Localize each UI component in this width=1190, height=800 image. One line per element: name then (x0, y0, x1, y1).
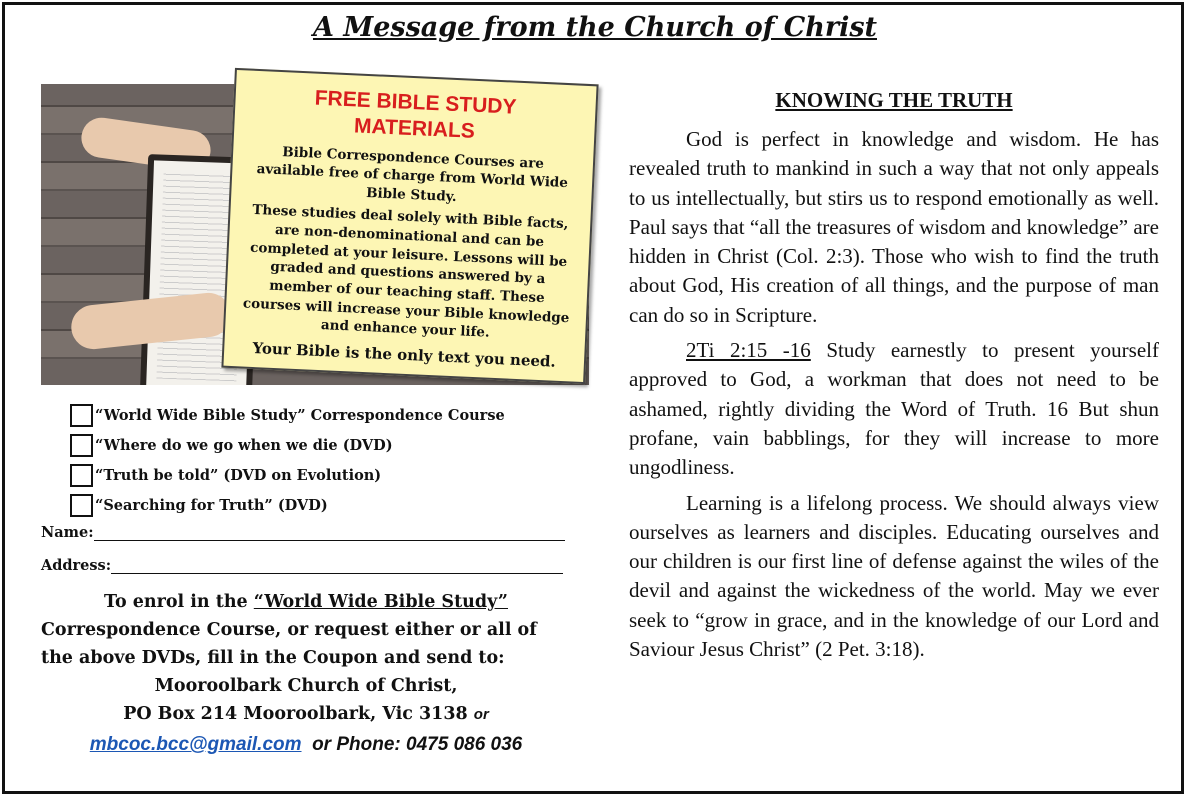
name-input-line[interactable] (94, 526, 565, 541)
flyer-paragraph: These studies deal solely with Bible facts, are non-denominational and can be completed at your leisure. Lessons will be graded and questions answered by a member of our teaching staff. These courses will increase your Bible knowledge and enhance your life. (242, 202, 570, 341)
contact-line (41, 731, 571, 759)
article-text: Study earnestly to present yourself approved to God, a workman that does not need to be ashamed, rightly dividing the Word of Truth. 16 But shun profane, vain babblings, for they will increase to more ungodliness. (629, 338, 1159, 480)
phone-number: or Phone: 0475 086 036 (312, 734, 523, 755)
enrol-text: Correspondence Course, or request either or all of the above DVDs, fill in the Coupon and send to: (41, 620, 537, 668)
course-name: “World Wide Bible Study” (253, 592, 508, 612)
flyer-heading-line: MATERIALS (353, 114, 476, 144)
church-name: Mooroolbark Church of Christ, (154, 676, 458, 696)
option-label: “Truth be told” (DVD on Evolution) (95, 466, 382, 484)
postal-address (41, 700, 571, 729)
option-label: “Where do we go when we die (DVD) (95, 436, 393, 454)
option-item (70, 460, 505, 490)
course-checkbox[interactable] (70, 404, 93, 427)
article (629, 88, 1159, 670)
address-field (41, 557, 563, 574)
name-label: Name: (41, 524, 94, 541)
article-paragraph: Learning is a lifelong process. We should always view ourselves as learners and disciples. Educating ourselves and our children is our first line of defense against the wiles of the devil and against the wickedness of the world. May we ever seek to “grow in grace, and in the knowledge of our Lord and Saviour Jesus Christ” (2 Pet. 3:18). (629, 490, 1159, 662)
free-study-flyer (221, 68, 598, 384)
address-label: Address: (41, 557, 112, 574)
option-label: “World Wide Bible Study” Correspondence Course (95, 406, 505, 424)
or-text: or (473, 706, 489, 723)
dvd-evolution-checkbox[interactable] (70, 464, 93, 487)
option-item (70, 430, 505, 460)
option-item (70, 400, 505, 430)
email-link[interactable]: mbcoc.bcc@gmail.com (89, 734, 302, 755)
address-input-line[interactable] (111, 559, 563, 574)
po-box: PO Box 214 Mooroolbark, Vic 3138 (123, 704, 468, 724)
article-heading: KNOWING THE TRUTH (775, 88, 1013, 112)
scripture-reference: 2Ti 2:15 -16 (686, 338, 811, 363)
coupon-options (70, 400, 505, 520)
flyer-closing: Your Bible is the only text you need. (252, 338, 557, 371)
flyer-heading (248, 83, 582, 151)
enrol-line (41, 588, 571, 616)
flyer-heading-line: FREE BIBLE STUDY (314, 86, 517, 119)
dvd-truth-checkbox[interactable] (70, 494, 93, 517)
option-label: “Searching for Truth” (DVD) (95, 496, 328, 514)
dvd-death-checkbox[interactable] (70, 434, 93, 457)
option-item (70, 490, 505, 520)
enrol-instructions (41, 588, 571, 759)
page-title: A Message from the Church of Christ (312, 12, 877, 43)
flyer-paragraph: Bible Correspondence Courses are available free of charge from World Wide Bible Study. (256, 143, 569, 205)
article-paragraph: God is perfect in knowledge and wisdom. He has revealed truth to mankind in such a way that not only appeals to us intellectually, but stirs us to respond emotionally as well. Paul says that “all the treasures of wisdom and knowledge” are hidden in Christ (Col. 2:3). Those who wish to find the truth about God, His creation of all things, and the purpose of man can do so in Scripture. (629, 127, 1159, 327)
article-paragraph (629, 336, 1159, 482)
enrol-text: To enrol in the (104, 592, 254, 612)
name-field (41, 524, 565, 541)
